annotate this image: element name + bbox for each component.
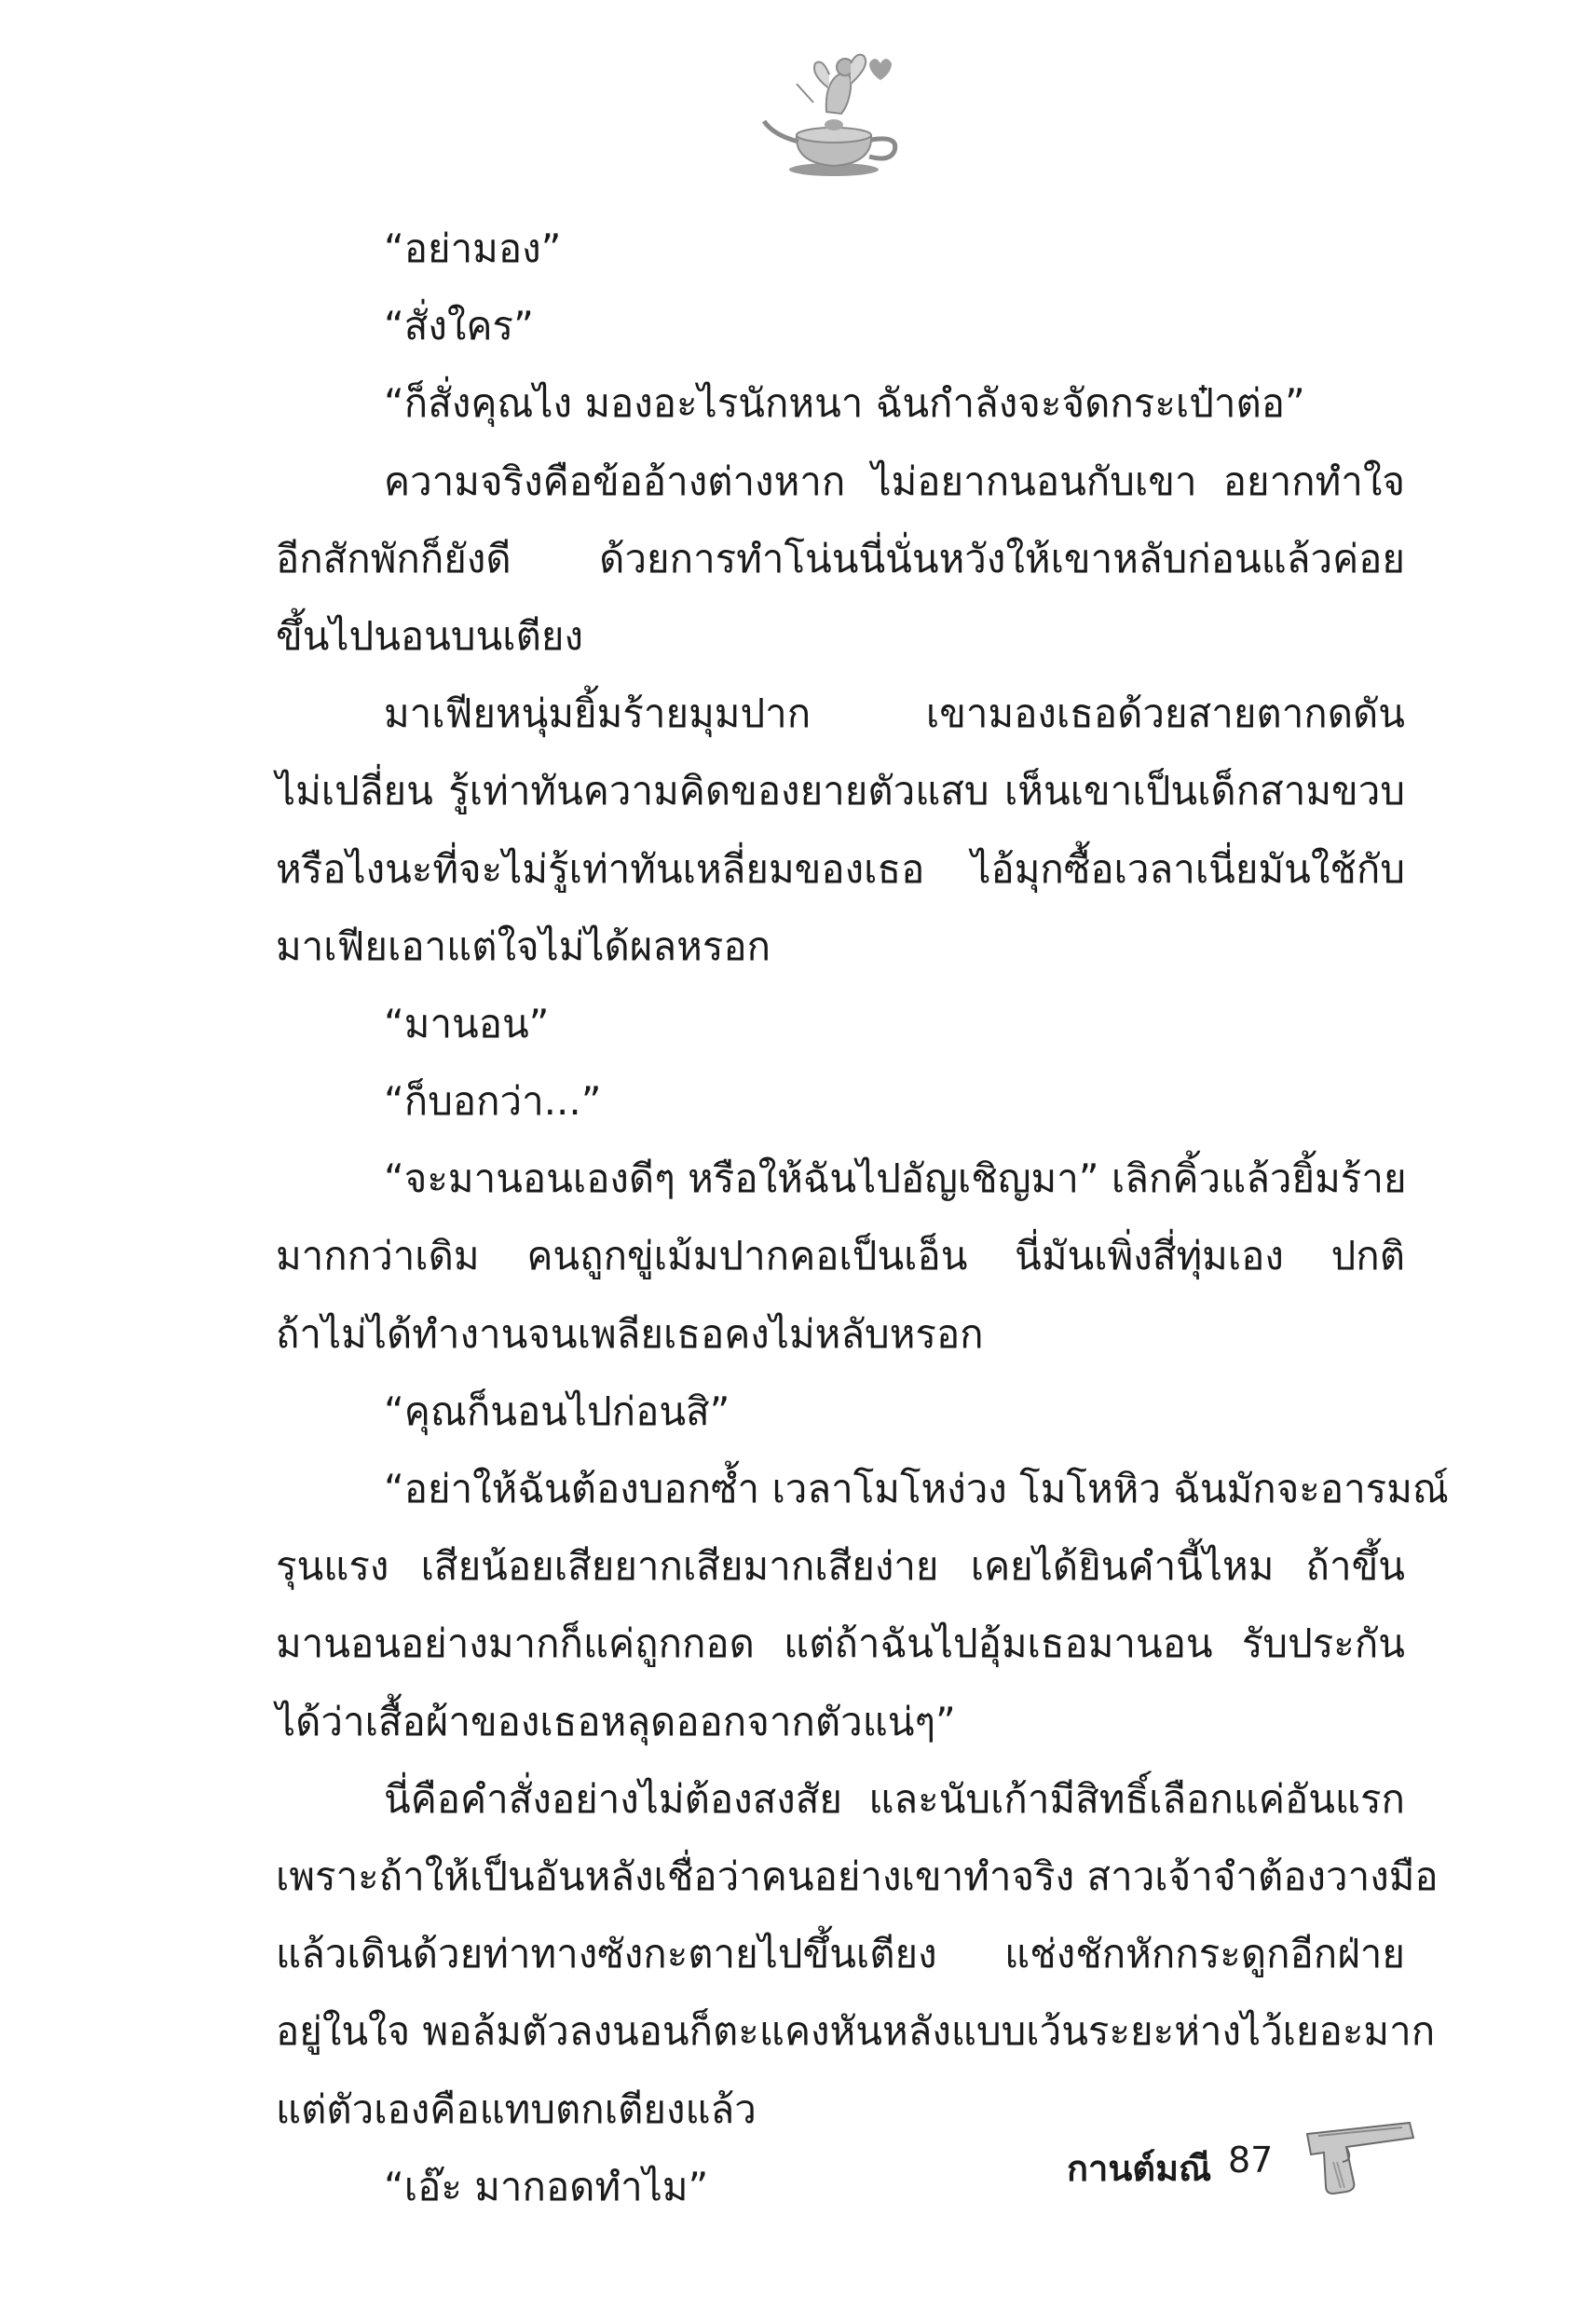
text-line: นี่คือคำสั่งอย่างไม่ต้องสงสัย และนับเก้ามีสิทธิ์เลือกแค่อันแรก xyxy=(384,1775,1405,1822)
text-line: มาเฟียหนุ่มยิ้มร้ายมุมปาก เขามองเธอด้วยสายตากดดัน xyxy=(384,691,1405,737)
book-title: กานต์มณี xyxy=(1067,2148,1212,2189)
text-line: “อย่ามอง” xyxy=(384,226,562,271)
text-line: ความจริงคือข้ออ้างต่างหาก ไม่อยากนอนกับเขา อยากทำใจ xyxy=(384,458,1405,504)
text-line: อีกสักพักก็ยังดี ด้วยการทำโน่นนี่นั่นหวังให้เขาหลับก่อนแล้วค่อย xyxy=(276,535,1405,581)
page-number: 87 xyxy=(1228,2140,1274,2181)
text-line: มาเฟียเอาแต่ใจไม่ได้ผลหรอก xyxy=(276,923,771,969)
text-line: “ก็สั่งคุณไง มองอะไรนักหนา ฉันกำลังจะจัดกระเป๋าต่อ” xyxy=(384,380,1305,427)
text-line: ได้ว่าเสื้อผ้าของเธอหลุดออกจากตัวแน่ๆ” xyxy=(276,1698,956,1744)
text-line: “ก็บอกว่า...” xyxy=(384,1078,602,1125)
body-text xyxy=(276,210,1449,2225)
text-line: “สั่งใคร” xyxy=(384,303,534,349)
text-line: แต่ตัวเองคือแทบตกเตียงแล้ว xyxy=(276,2085,757,2132)
text-line: “คุณก็นอนไปก่อนสิ” xyxy=(384,1388,730,1434)
pistol-icon xyxy=(1300,2115,1421,2199)
text-line: มานอนอย่างมากก็แค่ถูกกอด แต่ถ้าฉันไปอุ้มเธอมานอน รับประกัน xyxy=(276,1620,1405,1667)
teapot-cupid-ornament-icon xyxy=(759,47,908,186)
text-line: รุนแรง เสียน้อยเสียยากเสียมากเสียง่าย เคยได้ยินคำนี้ไหม ถ้าขึ้น xyxy=(276,1543,1405,1590)
text-line: ขึ้นไปนอนบนเตียง xyxy=(276,612,583,659)
text-line: “มานอน” xyxy=(384,1000,550,1046)
text-line: หรือไงนะที่จะไม่รู้เท่าทันเหลี่ยมของเธอ ไอ้มุกซื้อเวลาเนี่ยมันใช้กับ xyxy=(276,845,1405,892)
text-line: “อย่าให้ฉันต้องบอกซ้ำ เวลาโมโหง่วง โมโหหิว ฉันมักจะอารมณ์ xyxy=(384,1466,1449,1511)
text-line: อยู่ในใจ พอล้มตัวลงนอนก็ตะแคงหันหลังแบบเว้นระยะห่างไว้เยอะมาก xyxy=(276,2008,1436,2055)
text-line: แล้วเดินด้วยท่าทางซังกะตายไปขึ้นเตียง แช่งชักหักกระดูกอีกฝ่าย xyxy=(276,1931,1405,1977)
text-line: เพราะถ้าให้เป็นอันหลังเชื่อว่าคนอย่างเขาทำจริง สาวเจ้าจำต้องวางมือ xyxy=(276,1853,1439,1899)
text-line: “จะมานอนเองดีๆ หรือให้ฉันไปอัญเชิญมา” เลิกคิ้วแล้วยิ้มร้าย xyxy=(384,1156,1407,1202)
text-line: ถ้าไม่ได้ทำงานจนเพลียเธอคงไม่หลับหรอก xyxy=(276,1310,984,1357)
text-line: ไม่เปลี่ยน รู้เท่าทันความคิดของยายตัวแสบ เห็นเขาเป็นเด็กสามขวบ xyxy=(276,768,1405,814)
text-line: มากกว่าเดิม คนถูกขู่เม้มปากคอเป็นเอ็น นี่มันเพิ่งสี่ทุ่มเอง ปกติ xyxy=(276,1233,1405,1279)
text-line: “เอ๊ะ มากอดทำไม” xyxy=(384,2163,709,2209)
